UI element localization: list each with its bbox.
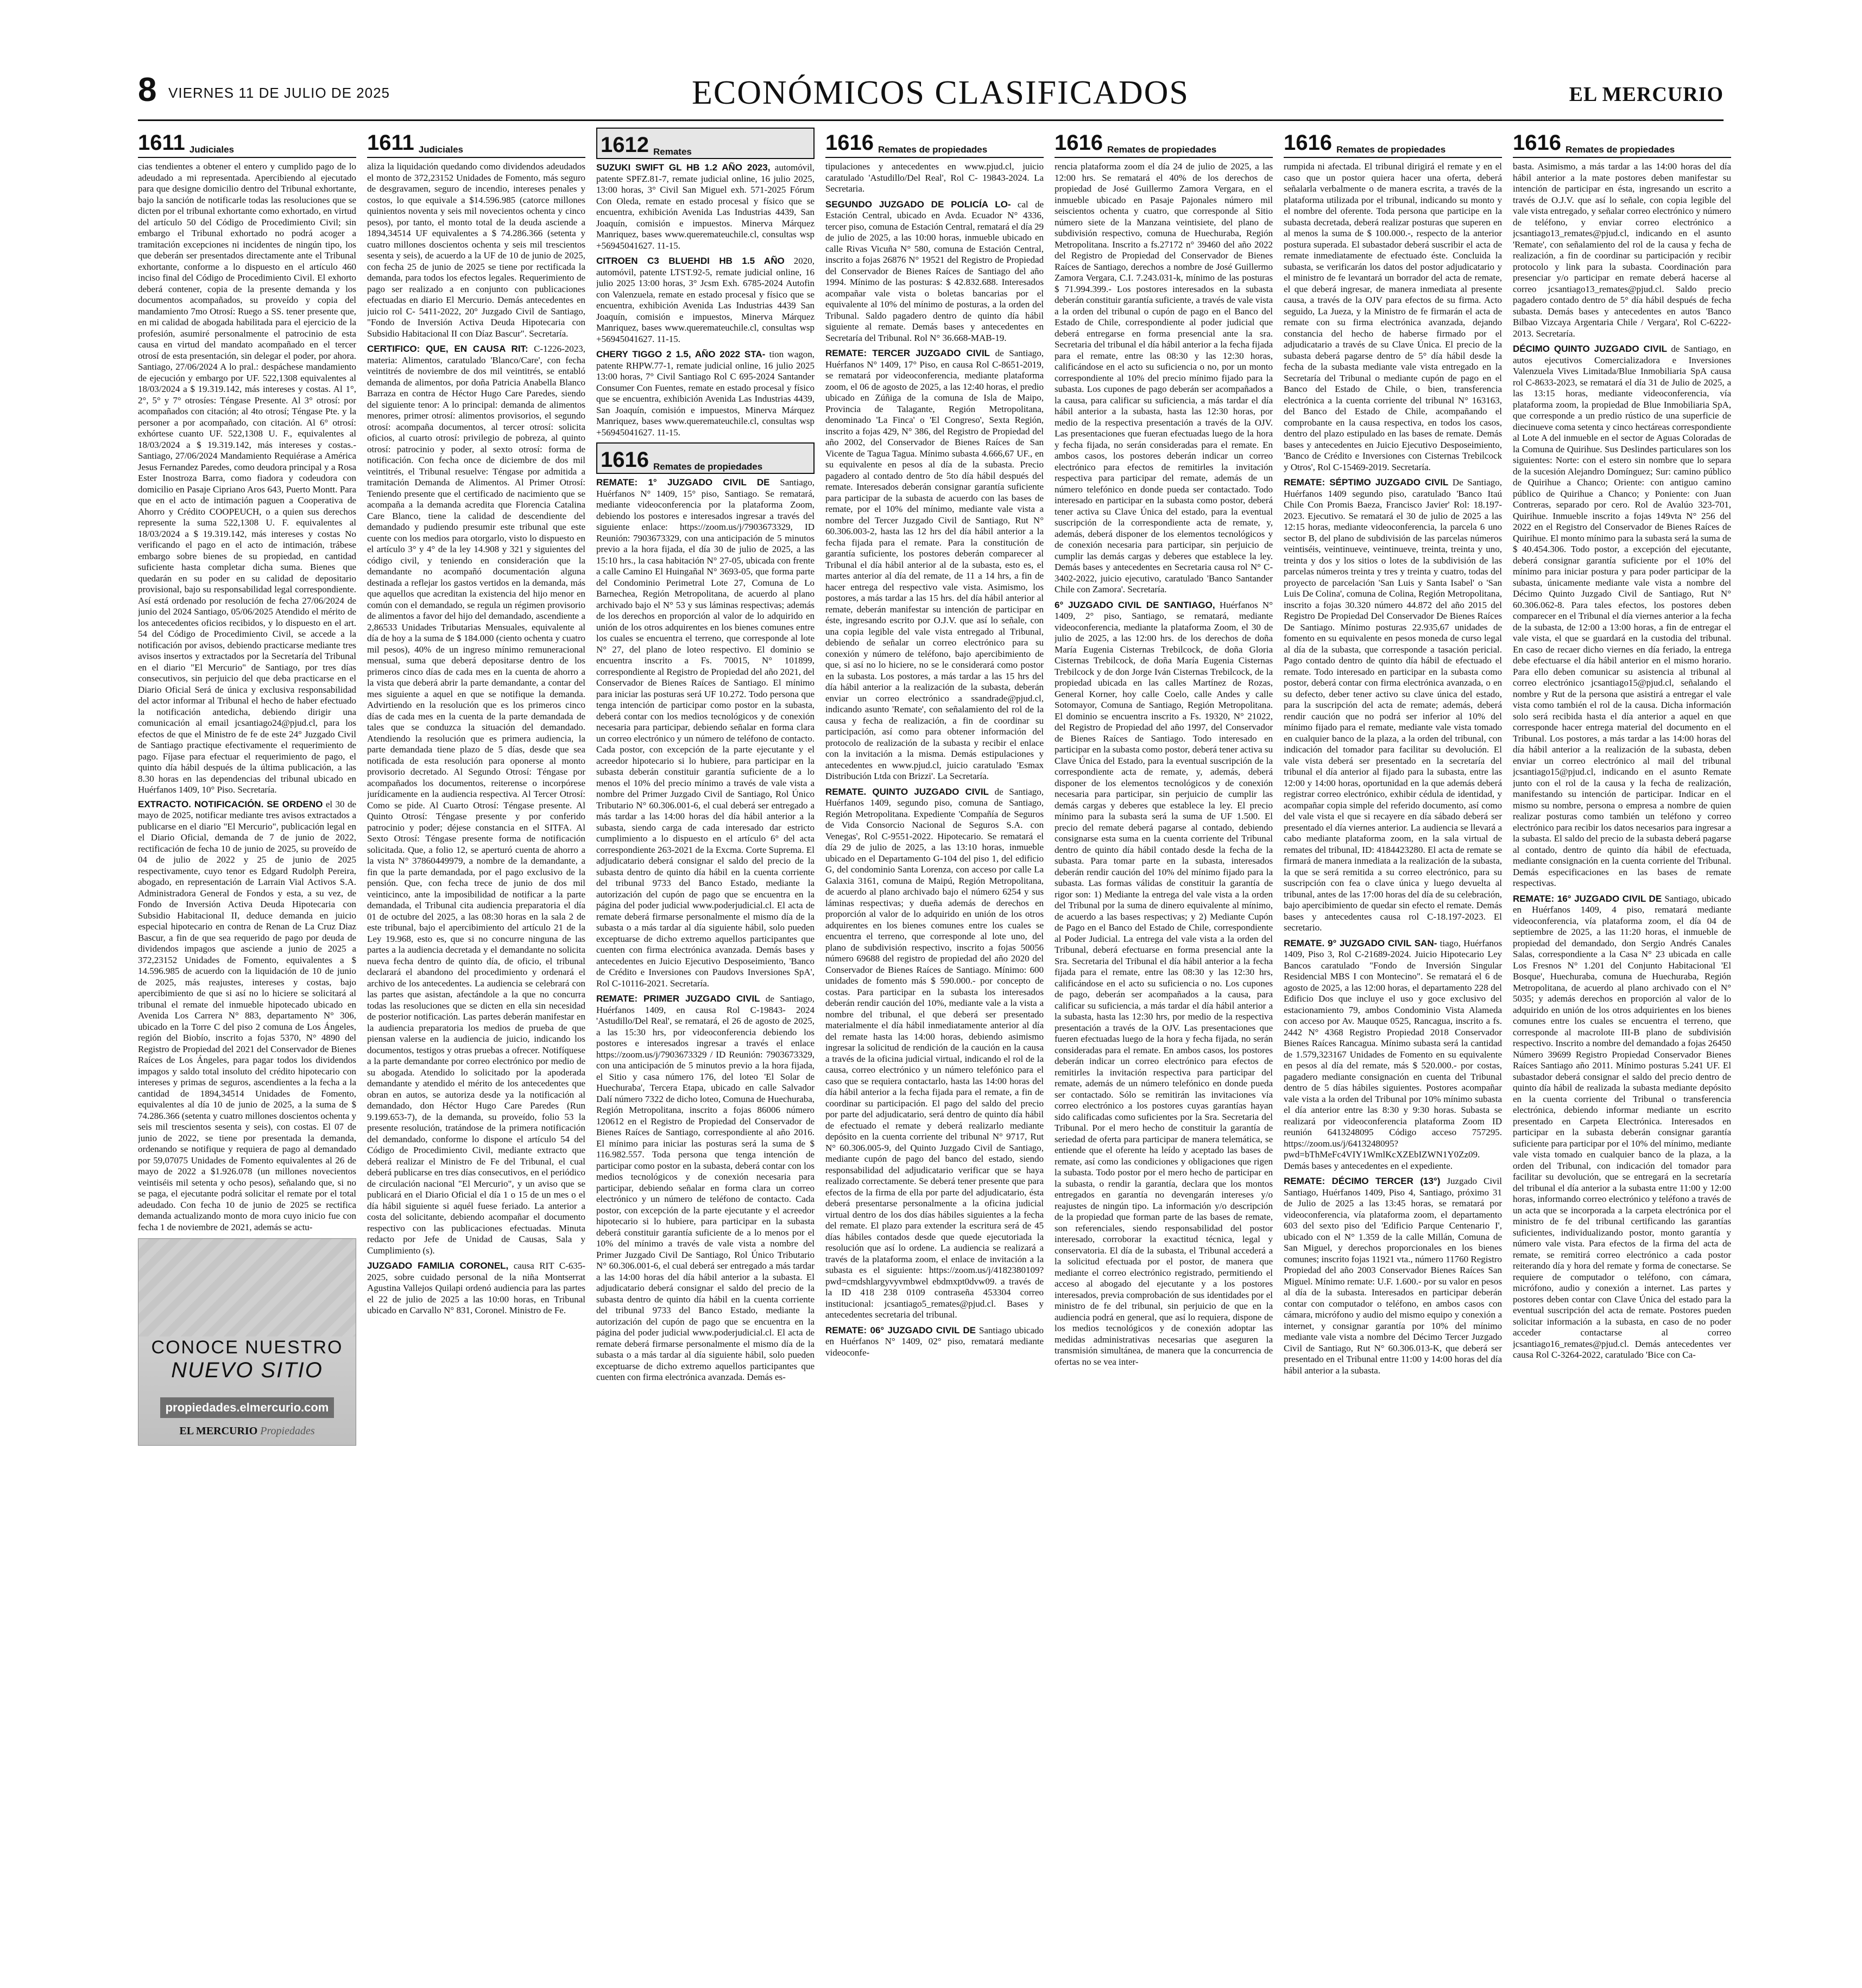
promo-url[interactable]: propiedades.elmercurio.com [160, 1397, 334, 1418]
notice-lead: DÉCIMO QUINTO JUZGADO CIVIL [1513, 344, 1667, 354]
notice-lead: REMATE. QUINTO JUZGADO CIVIL [825, 786, 989, 797]
notice-lead: REMATE: PRIMER JUZGADO CIVIL [596, 993, 760, 1004]
notice-text: rencia plataforma zoom el día 24 de julio de 2025, a las 12:00 hrs. Se rematará el 40% de los derechos de propiedad de José Guillermo Zamora Vergara, en el inmueble ubicado en Pasaje Pajonales número mil seiscientos ochenta y cuatro, que corresponde al Sitio número siete de la Manzana veintisiete, del plano de subdivisión respectivo, comuna de Huechuraba, Región Metropolitana. Inscrito a fs.27172 n° 39460 del año 2022 del Registro de Propiedad del Conservador de Bienes Raíces de Santiago, derechos a nombre de José Guillermo Zamora Vergara, C.I. 7.243.031-k, mínimo de las posturas $ 71.994.399.- Los postores interesados en la subasta deberán constituir garantía suficiente, a través de vale vista a la orden del tribunal o cupón de pago en el Banco del Estado de Chile, correspondiente al poder judicial que deberá entregarse en forma presencial ante la sra. Secretaria del tribunal el día hábil anterior a la fecha fijada para el remate, entre las 08:30 y las 12:30 horas, calificándose en el acto su suficiencia o no, por un monto correspondiente al 10% del precio mínimo fijado para la subasta. Los cupones de pago deberán ser acompañados a la causa, para calificar su suficiencia, a más tardar el día hábil anterior a la subasta, hasta las 12:30 horas, por medio de la respectiva presentación a través de la OJV. Las presentaciones que fueran efectuadas luego de la hora y fecha fijada, no serán consideradas para el remate. En ambos casos, los postores deberán indicar un correo electrónico para efectos de remitirles la invitación respectiva para participar del remate, además de un número telefónico en donde pueda ser contactado. Todo interesado en participar en la subasta como postor, deberá tener activa su Clave Única del estado, para la eventual suscripción de la correspondiente acta de remate, y, además, deberá disponer de los elementos tecnológicos y de conexión necesaria para participar, sin perjuicio de cumplir las demás cargas y deberes que establece la ley. Demás bases y antecedentes en Secretaria causa rol N° C-3402-2022, juicio ejecutivo, caratulado 'Banco Santander Chile con Zamora'. Secretaría. [1055, 161, 1273, 594]
column-1 [138, 128, 356, 1930]
column-7 [1513, 128, 1731, 1930]
column-3 [596, 128, 815, 1930]
ad-lead: SUZUKI SWIFT GL HB 1.2 AÑO 2023, [596, 162, 771, 173]
category-code: 1616 [1055, 131, 1103, 155]
category-label: Remates de propiedades [1107, 144, 1217, 155]
notice: SEGUNDO JUZGADO DE POLICÍA LO- cal de Estación Central, ubicado en Avda. Ecuador N° 4336, tercer piso, comuna de Estación Central, rematará el día 29 de julio de 2025, a las 10:00 horas, inmueble ubicado en calle Rivas Vicuña N° 580, comuna de Estación Central, inscrito a fojas 26876 N° 19521 del Registro de Propiedad del Conservador de Bienes Raíces de Santiago del año 1994. Mínimo de las posturas: $ 42.832.688. Interesados acompañar vale vista o boletas bancarias por el equivalente al 10% del mínimo de posturas, a la orden del Tribunal. Saldo pagadero dentro de quinto día hábil siguiente al remate. Demás bases y antecedentes en Secretaría del Tribunal. Rol N° 36.668-MAB-19. [825, 199, 1044, 343]
notice-lead: CERTIFICO: QUE, EN CAUSA RIT: [367, 344, 528, 354]
notice-lead: REMATE: 1° JUZGADO CIVIL DE [596, 477, 770, 487]
notice: REMATE: SÉPTIMO JUZGADO CIVIL De Santiago, Huérfanos 1409 segundo piso, caratulado 'Banco Itaú Chile Con Promis Baeza, Francisco Javier' Rol: 18.197-2023. Ejecutivo. Se rematará el 30 de julio de 2025 a las 12:15 horas, mediante videoconferencia, la parcela 6 uno sector B, del plano de subdivisión de las parcelas números veintiséis, veintinueve, veintinueve, treinta, treinta y uno, treinta y dos y los sitios o lotes de la subdivisión de las parcelas números treinta y tres y treinta y cuatro, todas del proyecto de parcelación 'San Luis y Santa Isabel' o 'San Luis De Colina', comuna de Colina, Región Metropolitana, inscrito a fojas 30.320 número 44.872 del año 2015 del Registro De Propiedad Del Conservador De Bienes Raíces De Santiago. Mínimo posturas 22.935,67 unidades de fomento en su equivalente en pesos moneda de curso legal al día de la subasta, que corresponde a tasación pericial. Pago contado dentro de quinto día hábil de efectuado el remate. Todo interesado en participar en la subasta como postor, deberá contar con firma electrónica avanzada, o en su defecto, deber tener activo su clave única del estado, para la suscripción del acta de remate; además, deberá rendir caución que no podrá ser inferior al 10% del mínimo fijado para el remate, mediante vale vista tomado en cualquier banco de la plaza, a la orden del tribunal, con indicación del tomador para facilitar su devolución. El vale vista deberá ser presentado en la secretaría del tribunal el día anterior al fijado para la subasta, entre las 12:00 y 14:00 horas, oportunidad en la que además deberá registrar correo electrónico, exhibir cédula de identidad, y acompañar copia simple del referido documento, así como del vale vista el que si recayere en día sábado deberá ser presentado el día viernes anterior. La audiencia se llevará a cabo mediante plataforma zoom, en la sala virtual de remates del tribunal, ID: 4184423280. El acta de remate se firmará de manera inmediata a la realización de la subasta, la que se será remitida a su correo electrónico, para su suscripción con fea o clave única y luego devuelta al tribunal, antes de las 17:00 horas del día de su celebración, bajo apercibimiento de quedar sin efecto el remate. Demás bases y antecedentes causa rol C-18.197-2023. El secretario. [1284, 477, 1502, 933]
category-label: Remates [653, 147, 692, 157]
classified-ad: SUZUKI SWIFT GL HB 1.2 AÑO 2023, automóvil, patente SPFZ.81-7, remate judicial online, 16 julio 2025, 13:00 horas, 3° Civil San Miguel exh. 571-2025 Fórum Con Oleda, remate en estado procesal y físico que se encuentra, exhibición Avenida Las Industrias 4439, San Joaquín, comisión e impuestos. Minerva Márquez Manriquez, bases www.queremateuchile.cl, consultas wsp +56945041627. 11-15. [596, 162, 815, 251]
promo-logo-sub: Propiedades [260, 1425, 315, 1437]
notice: REMATE: 16° JUZGADO CIVIL DE Santiago, ubicado en Huérfanos 1409, 4 piso, rematará mediante videoconferencia, vía plataforma zoom, el día 04 de septiembre de 2025, a las 11:20 horas, el inmueble de propiedad del demandado, don Sergio Andrés Canales Salas, correspondiente a la Casa N° 23 ubicada en calle Los Fresnos N° 1.201 del Conjunto Habitacional 'El Bosque', Huechuraba, comuna de Huechuraba, Región Metropolitana, de acuerdo al plano archivado con el N° 5035; y además derechos en proporción al valor de lo adquirido en unión de los otros adquirientes en los bienes comunes entre los cuales se encuentra el terreno, que corresponde al macrolote III-B plano de subdivisión respectivo. Inscrito a nombre del demandado a fojas 26450 Número 39699 Registro Propiedad Conservador Bienes Raíces Santiago año 2011. Mínimo posturas 5.241 UF. El subastador deberá consignar el saldo del precio dentro de quinto día hábil de realizada la subasta mediante depósito en la cuenta corriente del Tribunal o transferencia electrónica, debiendo informar mediante un escrito presentado en Carpeta Electrónica. Interesados en participar en la subasta deberán consignar garantía suficiente para participar por el 10% del mínimo, mediante vale vista tomado en cualquier banco de la plaza, a la orden del Tribunal, con indicación del tomador para facilitar su devolución, que se entregará en la secretaría del tribunal el día anterior a la subasta entre 11:00 y 12:00 horas, informando correo electrónico y teléfono a través de un acta que se incorporada a la carpeta electrónica por el ministro de fe del tribunal certificando las garantías suficientes, individualizando postor, monto garantía y número vale vista. Para efectos de la firma del acta de remate, se remitirá correo electrónico a cada postor reiterando día y hora del remate y forma de conectarse. Se requiere de computador o teléfono, con cámara, micrófono, audio y conexión a internet. Las partes y postores deben contar con Clave Única del estado para la eventual suscripción del acta de remate. Postores pueden solicitar información a la subasta, en caso de no poder acceder contactarse al correo jcsantiago16_remates@pjud.cl. Demás antecedentes ver causa Rol C-3264-2022, caratulado 'Bice con Ca- [1513, 893, 1731, 1360]
category-code: 1612 [601, 133, 649, 157]
category-header-1611 [367, 128, 585, 158]
notice-lead: REMATE: 06° JUZGADO CIVIL DE [825, 1325, 976, 1335]
notice-text: rumpida ni afectada. El tribunal dirigirá el remate y en el caso que un postor quiera hacer una oferta, deberá señalarla verbalmente o de manera escrita, a través de la plataforma utilizada por el tribunal, indicando su monto y el nombre del oferente. Toda persona que participe en la subasta decretada, deberá realizar posturas que superen en al menos la suma de $ 100.000.-, respecto de la anterior postura superada. El subastador deberá suscribir el acta de remate inmediatamente de efectuado éste. Concluida la subasta, se verificarán los datos del postor adjudicatario y el ministro de fe levantará un borrador del acta de remate, el que deberá ingresar, de manera inmediata al presente causa, a través de la OJV para efectos de su firma. Acto seguido, La Jueza, y la Ministro de fe firmarán el acta de remate con su firma electrónica avanzada, dejando constancia del hecho de haberse firmado por el adjudicatario a través de su Clave Única. El precio de la subasta deberá pagarse dentro de 5° día hábil desde la fecha de la subasta mediante vale vista entregado en la Secretaría del Tribunal o mediante cupón de pago en el Banco del Estado de Chile, o bien, transferencia electrónica a la cuenta corriente del tribunal N° 163163, del Banco del Estado de Chile, acompañando el comprobante en la causa respectiva, en todos los casos, dentro del plazo estipulado en las bases de remate. Demás bases y antecedentes en Juicio Ejecutivo Desposeimiento, 'Banco de Crédito e Inversiones con Cisternas Trebilcock y Otros', Rol C-15469-2019. Secretaría. [1284, 161, 1502, 472]
category-code: 1616 [825, 131, 874, 155]
notice-text: tipulaciones y antecedentes en www.pjud.cl, juicio caratulado 'Astudillo/Del Real', Rol C- 19843-2024. La Secretaria. [825, 161, 1044, 194]
category-code: 1616 [1513, 131, 1561, 155]
issue-date: VIERNES 11 DE JULIO DE 2025 [168, 85, 390, 101]
column-5 [1055, 128, 1273, 1930]
notice: EXTRACTO. NOTIFICACIÓN. SE ORDENO el 30 de mayo de 2025, notificar mediante tres avisos extractados a publicarse en el diario "El Mercurio", publicación legal en el Diario Oficial, demanda de 7 de junio de 2022, rectificación de fecha 10 de junio de 2025, su proveído de 04 de julio de 2022 y 25 de junio de 2025 respectivamente, cuyo tenor es Edgard Rudolph Pereira, abogado, en representación de Larrain Vial Activos S.A. Administradora General de Fondos y esta, a su vez, de Fondo de Inversión Activa Deuda Hipotecaria con Subsidio Habitacional II, deduce demanda en juicio especial hipotecario en contra de Renan de La Cruz Diaz Bascur, a fin de que sea requerido de pago por deuda de dividendos impagos que asciende a junio de 2025 a 372,23152 Unidades de Fomento, equivalentes a $ 14.596.985 de acuerdo con la liquidación de 10 de junio de 2025, más reajustes, intereses y costas, bajo apercibimiento de que si así no lo hiciere se solicitará al tribunal el remate del inmueble hipotecado ubicado en Avenida Los Carrera N° 883, departamento N° 306, ubicado en la Torre C del piso 2 comuna de Los Ángeles, región del Biobío, inscrito a fojas 5370, N° 4890 del Registro de Propiedad del 2021 del Conservador de Bienes Raíces de Los Ángeles, para pagar todos los dividendos impagos y saldo total insoluto del crédito hipotecario con intereses y primas de seguros, ascendientes a la fecha a la cantidad de 1894,34514 Unidades de Fomento, equivalentes al día 10 de junio de 2025, a la suma de $ 74.286.366 (setenta y cuatro millones doscientos ochenta y seis mil trescientos sesenta y seis), con costas. El 07 de junio de 2022, se tiene por presentada la demanda, ordenando se notifique y requiera de pago al demandado por 59,07075 Unidades de Fomento equivalentes al 26 de mayo de 2022 a $1.926.078 (un millones novecientos veintiséis mil setenta y ocho pesos), señalando que, si no se paga, el ejecutante podrá solicitar el remate por el total adeudado. Con fecha 10 de junio de 2025 se rectifica demanda actualizando monto de mora cuyo inicio fue con fecha 1 de noviembre de 2021, además se actu- [138, 799, 356, 1232]
notice: CERTIFICO: QUE, EN CAUSA RIT: C-1226-2023, materia: Alimentos, caratulado 'Blanco/Care', con fecha veintitrés de noviembre de dos mil veintitrés, se entabló demanda de alimentos, por doña Patricia Anabella Blanco Barraza en contra de Héctor Hugo Care Paredes, siendo del siguiente tenor: A lo principal: demanda de alimentos menores, primer otrosí: alimentos provisorios, el segundo otrosí: acompaña documentos, al tercer otrosí: solicita oficios, al cuarto otrosí: privilegio de pobreza, al quinto otrosí: patrocinio y poder, al sexto otrosí: forma de notificación. Con fecha once de diciembre de dos mil veintitrés, el Tribunal resuelve: Téngase por admitida a tramitación Demanda de Alimentos. Al Primer Otrosí: Teniendo presente que el certificado de nacimiento que se acompaña a la demanda acredita que Florencia Catalina Care Blanco, tiene la calidad de descendiente del demandado y pudiendo presumir este tribunal que este cuente con los medios para otorgarlo, visto lo dispuesto en el artículo 3° y 4° de la ley 14.908 y 321 y siguientes del código civil, y teniendo en consideración que la demandante no acompañó documentación alguna destinada a reflejar los gastos vertidos en la demanda, más que aquellos que acreditan la existencia del hijo menor en común con el demandado, se regula un régimen provisorio de alimentos a favor del hijo del demandado, ascendiente a 2,86533 Unidades Tributarias Mensuales, equivalente al día de hoy a la suma de $ 184.000 (ciento ochenta y cuatro mil pesos), 40% de un ingreso mínimo remuneracional mensual, suma que deberá depositarse dentro de los primeros cinco días de cada mes en la cuenta de ahorro a la vista que deberá abrir la parte demandante, a contar del mes siguiente a aquel en que se notifique la demanda. Advirtiendo en la resolución que es los primeros cinco días de cada mes en la cuenta de la parte demandada de tales que se conduzca la situación del demandado. Atendiendo la resolución que es primera audiencia, la parte demandada tiene plazo de 5 días, desde que sea notificada de esta resolución para oponerse al monto provisorio decretado. Al Segundo Otrosí: Téngase por acompañados los documentos, reiterense o incorpórese jurídicamente en la audiencia respectiva. Al Tercer Otrosí: Como se pide. Al Cuarto Otrosí: Téngase presente. Al Quinto Otrosí: Téngase presente y por conferido patrocinio y poder; déjese constancia en el SITFA. Al Sexto Otrosí: Téngase presente forma de notificación solicitada. Que, a folio 12, se aperturó cuenta de ahorro a la vista N° 37860449979, a nombre de la demandante, a fin que la parte demandada, por el pago exclusivo de la pensión. Que, con fecha trece de junio de dos mil veinticinco, ante la imposibilidad de notificar a la parte demandada, el Tribunal cita audiencia preparatoria el día 01 de octubre del 2025, a las 08:30 horas en la sala 2 de este tribunal, bajo el apercibimiento del artículo 21 de la Ley 19.968, esto es, que si no concurre ninguna de las partes a la audiencia decretada y el demandante no solicita nueva fecha dentro de quinto día, de oficio, el tribunal declarará el abandono del procedimiento y ordenará el archivo de los antecedentes. La audiencia se celebrará con las partes que asistan, afectándole a la que no concurra todas las resoluciones que se dicten en ella sin necesidad de posterior notificación. Las partes deberán manifestar en la audiencia preparatoria los medios de prueba de que piensan valerse en la audiencia de juicio, indicando los documentos, testigos y otras pruebas a ofrecer. Notifíquese a la parte demandante por correo electrónico por medio de su abogada. Atendido lo solicitado por la apoderada demandante y atendido el mérito de los antecedentes que obran en autos, se autoriza desde ya la notificación al demandado, don Héctor Hugo Care Paredes (Run 9.199.653-7), de la demanda, su proveído, folio 53 la presente resolución, tratándose de la primera notificación del demandado, conforme lo dispone el artículo 54 del Código de Procedimiento Civil, mediante extracto que deberá realizar el Ministro de Fe del Tribunal, el cual deberá publicarse en tres días consecutivos, en el periódico de circulación nacional "El Mercurio", y un aviso que se publicará en el Diario Oficial el día 1 o 15 de un mes o el día hábil siguiente si aquél fuese feriado. La anterior a costa del solicitante, debiendo acompañar el documento respectivo con las publicaciones efectuadas. Minuta redacto por Jefe de Unidad de Causas, Sala y Cumplimiento (s). [367, 344, 585, 1256]
notice: REMATE: TERCER JUZGADO CIVIL de Santiago, Huérfanos N° 1409, 17° Piso, en causa Rol C-8651-2019, se rematará por videoconferencia, mediante plataforma zoom, el 06 de agosto de 2025, a las 12:40 horas, el predio ubicado en Zúñiga de la comuna de Isla de Maipo, Provincia de Talagante, Región Metropolitana, denominado 'La Finca' o 'El Congreso', Sexta Región, inscrito a fojas 429, N° 386, del Registro de Propiedad del año 2002, del Conservador de Bienes Raíces de San Vicente de Tagua Tagua. Mínimo subasta 4.666,67 UF., en su equivalente en pesos al día de la subasta. Precio pagadero al contado dentro de 5to día hábil después del remate. Interesados deberán consignar garantía suficiente para participar de la subasta de acuerdo con las bases de remate, por el 10% del mínimo, mediante vale vista a nombre del Tercer Juzgado Civil de Santiago, Rut N° 60.306.003-2, hasta las 12 hrs del día hábil anterior a la fecha fijada para el remate. Para la constitución de garantía suficiente, los postores deberán comparecer al Tribunal el día hábil anterior al de la subasta, esto es, el martes anterior al día del remate, de 11 a 14 hrs, a fin de hacer entrega del respectivo vale vista. Asimismo, los postores, a más tardar a las 15 hrs. del día hábil anterior al remate, deberán manifestar su intención de participar en éste, ingresando escrito por O.J.V. que así lo señale, con una copia legible del vale vista entregado al Tribunal, debiendo de señalar un correo electrónico para su conexión y número de teléfono, bajo apercibimiento de que, si así no lo hiciere, no se le considerará como postor en la subasta. Los postores, a más tardar a las 15 hrs del día hábil anterior a la realización de la subasta, deberán enviar un correo electrónico a ssandrade@pjud.cl, indicando asunto 'Remate', con señalamiento del rol de la causa y fecha de realización, a fin de coordinar su participación, así como para obtener información del protocolo de realización de la subasta y recibir el enlace con la invitación a la misma. Demás estipulaciones y antecedentes en www.pjud.cl, juicio caratulado 'Esmax Distribución Ltda con Brizzi'. La Secretaría. [825, 348, 1044, 781]
category-header-1616 [1055, 128, 1273, 158]
category-label: Remates de propiedades [653, 461, 763, 472]
ad-lead: CITROEN C3 BLUEHDI HB 1.5 AÑO [596, 256, 785, 266]
classified-ad: CITROEN C3 BLUEHDI HB 1.5 AÑO 2020, automóvil, patente LTST.92-5, remate judicial online, 16 julio 2025 13:00 horas, 3° Jcsm Exh. 6785-2024 Autofin con Valenzuela, remate en estado procesal y físico que se encuentra, exhibición Avenida Las Industrias 4439 San Joaquín, comisión e impuestos, Minerva Márquez Manriquez, bases www.queremateuchile.cl, consultas wsp +56945041627. 11-15. [596, 256, 815, 344]
notice: REMATE. 9° JUZGADO CIVIL SAN- tiago, Huérfanos 1409, Piso 3, Rol C-21689-2024. Juicio Hipotecario Ley Bancos caratulado "Fondo de Inversión Singular Residencial MBS I con Montecino". Se rematará el 6 de agosto de 2025, a las 12:00 horas, el departamento 228 del Edificio Dos que incluye el uso y goce exclusivo del estacionamiento 79, ambos Condominio Vista Alameda con acceso por Av. Mauque 0525, Rancagua, inscrito a fs. 2442 N° 4368 Registro Propiedad 2018 Conservador Bienes Raíces Rancagua. Mínimo subasta será la cantidad de 1.579,323167 Unidades de Fomento en su equivalente en pesos al día del remate, más $ 520.000.- por costas, pagadero mediante consignación en cuenta del Tribunal dentro de 5 días hábiles siguientes. Postores acompañar vale vista a la orden del Tribunal por 10% mínimo subasta el día anterior entre las 8:30 y 9:30 horas. Subasta se realizará por videoconferencia plataforma Zoom ID reunión 6413248095 Código acceso 757295. https://zoom.us/j/6413248095?pwd=bThMeFc4VIY1WmlKcXZEbIZWN1Y0Zz09. Demás bases y antecedentes en el expediente. [1284, 938, 1502, 1171]
category-label: Remates de propiedades [878, 144, 988, 155]
category-label: Remates de propiedades [1565, 144, 1675, 155]
ad-lead: CHERY TIGGO 2 1.5, AÑO 2022 STA- [596, 349, 766, 359]
category-header-1611 [138, 128, 356, 158]
category-code: 1611 [138, 131, 185, 155]
notice-lead: REMATE: TERCER JUZGADO CIVIL [825, 348, 990, 358]
notice-lead: REMATE: DÉCIMO TERCER (13°) [1284, 1176, 1441, 1186]
notice-text: aliza la liquidación quedando como dividendos adeudados el monto de 372,23152 Unidades de Fomento, más seguro de desgravamen, seguro de incendio, intereses penales y costos, lo que equivale a $14.596.985 (catorce millones quinientos noventa y seis mil novecientos ochenta y cinco pesos), por tanto, el monto total de la deuda asciende a 1894,34514 UF equivalentes a $ 74.286.366 (setenta y cuatro millones doscientos ochenta y seis mil trescientos sesenta y seis), de acuerdo a la UF de 10 de junio de 2025, con fecha 25 de junio de 2025 se tiene por rectificada la demanda, para todos los efectos legales. Requerimiento de pago ser realizado a en conjunto con publicaciones efectuadas en diario El Mercurio. Demás antecedentes en juicio rol C- 5411-2022, 20° Juzgado Civil de Santiago, "Fondo de Inversión Activa Deuda Hipotecaria con Subsidio Habitacional II con Díaz Bascur". Secretaría. [367, 161, 585, 339]
notice: REMATE. QUINTO JUZGADO CIVIL de Santiago, Huérfanos 1409, segundo piso, comuna de Santiago, Región Metropolitana. Expediente 'Compañía de Seguros de Vida Consorcio Nacional de Seguros S.A. con Venegas', Rol C-9551-2022. Hipotecario. Se rematará el día 29 de julio de 2025, a las 13:10 horas, inmueble ubicado en el Departamento G-104 del piso 1, del edificio G, del condominio Santa Lorenza, con acceso por calle La Galaxia 3161, comuna de Maipú, Región Metropolitana, de acuerdo al plano archivado bajo el número 6254 y sus láminas respectivas; y dueña además de derechos en proporción al valor de lo adquirido en unión de los otros adquirentes en los bienes comunes entre los cuales se encuentra el terreno, que corresponde al lote uno, del plano de subdivisión respectivo, inscrito a fojas 50056 número 69688 del registro de propiedad del año 2020 del Conservador de Bienes Raíces de Santiago. Mínimo: 600 unidades de fomento más $ 590.000.- por concepto de costas. Para participar en la subasta los interesados deberán rendir caución del 10%, mediante vale a la vista a nombre del tribunal, el que deberá ser presentado materialmente el día hábil inmediatamente anterior al día del remate hasta las 14:00 horas, debiendo asimismo ingresar la solicitud de rendición de la caución en la causa a través de la oficina judicial virtual, indicando el rol de la causa, correo electrónico y un número telefónico para el caso que se requiera contactarlo, hasta las 14:00 horas del día hábil anterior a la fecha fijada para el remate, a fin de coordinar su participación. El pago del saldo del precio por parte del adjudicatario, será dentro de quinto día hábil de efectuado el remate y deberá realizarlo mediante depósito en la cuenta corriente del tribunal N° 9717, Rut N° 60.306.005-9, del Quinto Juzgado Civil de Santiago, mediante cupón de pago del banco del estado, siendo responsabilidad del adjudicatario verificar que se haya realizado correctamente. Se deberá tener presente que para efectos de la firma de ella por parte del adjudicatario, ésta deberá presentarse personalmente a la oficina judicial virtual dentro de los dos días hábiles siguientes a la fecha del remate. El plazo para extender la escritura será de 45 días hábiles contados desde que quede ejecutoriada la resolución que así lo ordene. La audiencia se realizará a través de la plataforma zoom, el enlace de invitación a la subasta es el siguiente: https://zoom.us/j/4182380109?pwd=cmdshlargyvyvmbwel ebdmxpt0dvw09. a través de la ID 418 238 0109 contraseña 453304 correo institucional: jcsantiago5_remates@pjud.cl. Bases y antecedentes secretaria del tribunal. [825, 786, 1044, 1320]
notice-lead: REMATE: 16° JUZGADO CIVIL DE [1513, 893, 1662, 904]
notice: REMATE: PRIMER JUZGADO CIVIL de Santiago, Huérfanos 1409, en causa Rol C-19843- 2024 'Astudillo/Del Real', se rematará, el 26 de agosto de 2025, a las 15:30 hrs, por videoconferencia debiendo los postores e interesados ingresar a través el enlace https://zoom.us/j/7903673329 / ID Reunión: 7903673329, con una anticipación de 5 minutos previo a la hora fijada, el Sitio y casa número 176, del loteo 'El Solar de Huechuraba', Tercera Etapa, ubicado en calle Salvador Dalí número 7322 de dicho loteo, Comuna de Huechuraba, Región Metropolitana, inscrito a fojas 86006 número 120612 en el Registro de Propiedad del Conservador de Bienes Raíces de Santiago, correspondiente al año 2016. El mínimo para iniciar las posturas será la suma de $ 116.982.557. Toda persona que tenga intención de participar como postor en la subasta, deberá contar con los medios tecnológicos y de conexión necesaria para participar, debiendo señalar en forma clara un correo electrónico y un número de teléfono de contacto. Cada postor, con excepción de la parte ejecutante y el acreedor hipotecario si lo hubiere, para participar en la subasta deberá constituir garantía suficiente de a lo menos por el 10% del mínimo a través de vale vista a nombre del Primer Juzgado Civil De Santiago, Rol Único Tributario N° 60.306.001-6, el cual deberá ser entregado a más tardar a las 14:00 horas del día hábil anterior a la subasta. El adjudicatario deberá consignar el saldo del precio de la subasta dentro de quinto día hábil en la cuenta corriente del tribunal 9733 del Banco Estado, mediante la autorización del cupón de pago que se encuentra en la página del poder judicial www.poderjudicial.cl. El acta de remate deberá firmarse personalmente el mismo día de la subasta o a más tardar al día siguiente hábil, solo pueden exceptuarse de dicho extremo aquellos participantes que cuenten con firma electrónica avanzada. Demás es- [596, 993, 815, 1382]
category-header-1616 [596, 442, 815, 474]
page-header [138, 71, 1724, 119]
promo-line2: NUEVO SITIO [171, 1358, 323, 1382]
promo-logo [138, 1426, 356, 1437]
newspaper-logo: EL MERCURIO [1569, 83, 1724, 106]
category-label: Remates de propiedades [1336, 144, 1446, 155]
notice-lead: 6° JUZGADO CIVIL DE SANTIAGO, [1055, 599, 1215, 610]
category-header-1612 [596, 128, 815, 159]
notice-text: basta. Asimismo, a más tardar a las 14:00 horas del día hábil anterior a la mate postores deben manifestar su intención de participar en ésta, ingresando un escrito a través de O.J.V. que así lo señale, con copia legible del vale vista entregado, y señalar correo electrónico y número de teléfono, y enviar correo electrónico a jcsantiago13_remates@pjud.cl, indicando en el asunto 'Remate', con señalamiento del rol de la causa y fecha de realización, a fin de coordinar su participación y recibir protocolo y link para la subasta. Coordinación para presenciar y/o participar en remate deberá hacerse al correo jcsantiago13_remates@pjud.cl. Saldo precio pagadero contado dentro de 5° día hábil después de fecha subasta. Demás bases y antecedentes en autos 'Banco Bilbao Vizcaya Argentaria Chile / Vergara', Rol C-6222-2013. Secretaría. [1513, 161, 1731, 339]
category-code: 1616 [1284, 131, 1332, 155]
notice-lead: REMATE. 9° JUZGADO CIVIL SAN- [1284, 938, 1437, 948]
notice: JUZGADO FAMILIA CORONEL, causa RIT C-635-2025, sobre cuidado personal de la niña Montserrat Agustina Vallejos Quilapi ordenó audiencia para las partes el 22 de julio de 2025 a las 10:00 horas, en Tribunal ubicado en Carvallo N° 831, Coronel. Ministro de Fe. [367, 1261, 585, 1315]
classified-ad: CHERY TIGGO 2 1.5, AÑO 2022 STA- tion wagon, patente RHPW.77-1, remate judicial online, 16 julio 2025 13:00 horas, 7° Civil Santiago Rol C 695-2024 Santander Consumer Con Fuentes, remate en estado procesal y físico que se encuentra, exhibición Avenida Las Industrias 4439, San Joaquín, comisión e impuestos, Minerva Márquez Manriquez, bases www.queremateuchile.cl, consultas wsp +56945041627. 11-15. [596, 349, 815, 438]
notice-lead: SEGUNDO JUZGADO DE POLICÍA LO- [825, 199, 1011, 210]
notice: REMATE: DÉCIMO TERCER (13°) Juzgado Civil Santiago, Huérfanos 1409, Piso 4, Santiago, próximo 31 de Julio de 2025 a las 13:45 horas, se rematará por videoconferencia, vía plataforma zoom, el departamento 603 del sexto piso del 'Edificio Parque Centenario I', ubicado con el N° 1.359 de la calle Millán, Comuna de San Miguel, y derechos proporcionales en los bienes comunes; inscrito fojas 11921 vta., número 11760 Registro Propiedad del año 2003 Conservador Bienes Raíces San Miguel. Mínimo remate: U.F. 1.600.- por su valor en pesos al día de la subasta. Interesados en participar deberán contar con computador o teléfono, en ambos casos con cámara, micrófono y audio del mismo equipo y conexión a internet, y consignar garantía por 10% del mínimo mediante vale vista a nombre del Décimo Tercer Juzgado Civil de Santiago, Rut N° 60.306.013-K, que deberá ser presentado en el Tribunal entre 11:00 y 14:00 horas del día hábil anterior a la subasta. [1284, 1176, 1502, 1376]
promo-line1: CONOCE NUESTRO [151, 1337, 343, 1358]
category-code: 1611 [367, 131, 414, 155]
notice-lead: JUZGADO FAMILIA CORONEL, [367, 1261, 509, 1271]
category-header-1616 [1513, 128, 1731, 158]
notice-lead: REMATE: SÉPTIMO JUZGADO CIVIL [1284, 477, 1449, 487]
header-rule [138, 119, 1724, 121]
category-label: Judiciales [189, 144, 234, 155]
notice: DÉCIMO QUINTO JUZGADO CIVIL de Santiago, en autos ejecutivos Comercializadora e Inversiones Valenzuela Vives Limitada/Blue Inmobiliaria SpA causa rol C-8633-2023, se rematará el día 31 de Julio de 2025, a las 13:15 horas, mediante videoconferencia, vía plataforma zoom, la propiedad de Blue Inmobiliaria SpA, que corresponde a un predio rústico de una superficie de diecinueve coma setenta y cinco hectáreas correspondiente al Lote A del inmueble en el sector de Aguas Coloradas de la Comuna de Quirihue. Sus Deslindes particulares son los siguientes: Norte: con el estero sin nombre que lo separa de la sucesión Alejandro Domínguez; Sur: camino público de Quirihue a Chanco; Oriente: con antiguo camino público de Quirihue a Chanco; y Poniente: con Juan Contreras, separado por cero. Rol de Avalúo 323-701, Quirihue. Inmueble inscrito a fojas 149vta N° 256 del 2022 en el Registro del Conservador de Bienes Raíces de Quirihue. El monto mínimo para la subasta será la suma de $ 40.454.306. Todo postor, a excepción del ejecutante, deberá consignar garantía suficiente por el 10% del mínimo para iniciar postura y para poder participar de la subasta, únicamente mediante vale vista a nombre del Décimo Quinto Juzgado Civil de Santiago, Rut N° 60.306.062-8. Para tales efectos, los postores deben comparecer en el Tribunal el día viernes anterior a la fecha de la subasta, de 12:00 a 13:00 horas, a fin de entregar el vale vista, el que se guardará en la custodia del tribunal. En caso de recaer dicho viernes en día feriado, la entrega debe efectuarse el día hábil anterior en el mismo horario. Para ello deben comunicar su asistencia al tribunal al correo electrónico jcsantiago15@pjud.cl, señalando el nombre y Rut de la persona que asistirá a entregar el vale vista como también el rol de la causa. Dicha información solo será recibida hasta el día anterior a aquel en que corresponde hacer entrega material del documento en el Tribunal. Los postores, a más tardar a las 14:00 horas del día hábil anterior a la realización de la subasta, deben enviar un correo electrónico al mail del tribunal jcsantiago15@pjud.cl, indicando en el asunto Remate junto con el rol de la causa y la fecha de realización, manifestando su intención de participar. Indicar en el mismo su nombre, persona o empresa a nombre de quien realizar posturas como también un teléfono y correo electrónico para recibir los datos necesarios para ingresar a la subasta. El saldo del precio de la subasta deberá pagarse al contado, dentro de quinto día hábil de efectuada, mediante consignación en la cuenta corriente del Tribunal. Demás especificaciones en las bases de remate respectivas. [1513, 344, 1731, 888]
column-6 [1284, 128, 1502, 1930]
notice: REMATE: 06° JUZGADO CIVIL DE Santiago ubicado en Huérfanos N° 1409, 02° piso, rematará mediante videoconfe- [825, 1325, 1044, 1358]
category-code: 1616 [601, 448, 649, 472]
notice-lead: EXTRACTO. NOTIFICACIÓN. SE ORDENO [138, 799, 323, 809]
promo-image [138, 1239, 356, 1337]
section-title: ECONÓMICOS CLASIFICADOS [692, 74, 1189, 111]
promo-logo-name: EL MERCURIO [179, 1425, 258, 1437]
category-header-1616 [1284, 128, 1502, 158]
column-2 [367, 128, 585, 1930]
promo-banner[interactable] [138, 1238, 356, 1446]
page-number: 8 [138, 71, 157, 109]
notice: REMATE: 1° JUZGADO CIVIL DE Santiago, Huérfanos N° 1409, 15° piso, Santiago. Se rematará, mediante videoconferencia por la plataforma Zoom, debiendo los postores e interesados ingresar a través del siguiente enlace: https://zoom.us/j/7903673329, ID Reunión: 7903673329, con una anticipación de 5 minutos previo a la hora fijada, el día 30 de julio de 2025, a las 15:10 hrs., la casa habitación N° 27-05, ubicada con frente a calle Camino El Huingañal N° 3693-05, que forma parte del Condominio Perimetral Lote 27, Comuna de Lo Barnechea, Región Metropolitana, de acuerdo al plano archivado bajo el N° 53 y sus láminas respectivas; además de los derechos en proporción al valor de lo adquirido en unión de los otros adquirentes en los bienes comunes entre los cuales se encuentra el terreno, que corresponde al lote N° 27, del plano de loteo respectivo. El dominio se encuentra inscrito a Fs. 70015, N° 101899, correspondiente al Registro de Propiedad del año 2021, del Conservador de Bienes Raíces de Santiago. El mínimo para iniciar las posturas será UF 10.272. Todo persona que tenga intención de participar como postor en la subasta, deberá contar con los medios tecnológicos y de conexión necesaria para participar, debiendo señalar en forma clara un correo electrónico y un número de teléfono de contacto. Cada postor, con excepción de la parte ejecutante y el acreedor hipotecario si lo hubiere, para participar en la subasta deberán constituir garantía suficiente de a lo menos el 10% del precio mínimo a través de vale vista a nombre del Primer Juzgado Civil de Santiago, Rol Único Tributario N° 60.306.001-6, el cual deberá ser entregado a más tardar a las 14:00 horas del día hábil anterior a la subasta, siendo carga de cada interesado dar estricto cumplimiento a lo dispuesto en el artículo 6° del acta correspondiente 263-2021 de la Excma. Corte Suprema. El adjudicatario deberá consignar el saldo del precio de la subasta dentro de quinto día hábil en la cuenta corriente del tribunal 9733 del Banco Estado, mediante la autorización del cupón de pago que se encuentra en la página del poder judicial www.poderjudicial.cl. El acta de remate deberá firmarse personalmente el mismo día de la subasta o a más tardar al día siguiente hábil, solo pueden exceptuarse de dicho extremo aquellos participantes que cuenten con firma electrónica avanzada. Demás bases y antecedentes en Juicio Ejecutivo Desposeimiento, 'Banco de Crédito e Inversiones con Paudovs Inversiones SpA', Rol C-10116-2021. Secretaría. [596, 477, 815, 989]
notice: 6° JUZGADO CIVIL DE SANTIAGO, Huérfanos N° 1409, 2° piso, Santiago, se rematará, mediante videoconferencia, mediante la plataforma Zoom, el 30 de julio de 2025, a las 12:00 hrs. de los derechos de doña María Eugenia Cisternas Trebilcock, de doña Gloria Cisternas Trebilcock, de doña María Eugenia Cisternas Trebilcock y de don Jorge Iván Cisternas Trebilcock, de la propiedad ubicada en las calles Martínez de Rozas, General Korner, hoy calle Coelo, calle Andes y calle Sotomayor, Comuna de Santiago, Región Metropolitana. El dominio se encuentra inscrito a Fs. 19320, N° 21022, del Registro de Propiedad del año 1997, del Conservador de Bienes Raíces de Santiago. Todo interesado en participar en la subasta como postor, deberá tener activa su Clave Única del Estado, para la eventual suscripción de la correspondiente acta de remate, y, además, deberá disponer de los elementos tecnológicos y de conexión necesaria para participar, sin perjuicio de cumplir las demás cargas y deberes que establece la ley. El precio mínimo para la subasta será la suma de UF 1.500. El precio del remate deberá pagarse al contado, debiendo consignarse esta suma en la cuenta corriente del Tribunal dentro de quinto día hábil contado desde la fecha de la subasta. Para tomar parte en la subasta, interesados deberán rendir caución del 10% del mínimo fijado para la subasta. Las formas válidas de constituir la garantía de rigor son: 1) Mediante la entrega del vale vista a la orden del Tribunal por la suma de dinero equivalente al mínimo, de acuerdo a las bases respectivas; y 2) Mediante Cupón de Pago en el Banco del Estado de Chile, correspondiente al Poder Judicial. La entrega del vale vista a la orden del Tribunal, deberá efectuarse en forma presencial ante la Sra. Secretaria del Tribunal el día hábil anterior a la fecha fijada para el remate, entre las 08:30 y las 12:30 hrs, calificándose en el acto su suficiencia o no. Los cupones de pago, deberán ser acompañados a la causa, para calificar su suficiencia, a más tardar el día hábil anterior a la subasta, hasta las 12:30 hrs, por medio de la respectiva presentación a través de la OJV. Las presentaciones que fueren efectuadas luego de la hora y fecha fijada, no serán consideradas para el remate. En ambos casos, los postores deberán indicar un correo electrónico para efectos de remitirles la invitación respectiva para participar del remate, además de un número telefónico en donde pueda ser contactado. Sólo se remitirán las invitaciones vía correo electrónico a los postores cuyas garantías hayan sido calificadas como suficientes por la Sra. Secretaria del Tribunal. Por el mero hecho de constituir la garantía de seriedad de oferta para participar de manera telemática, se entiende que el oferente ha leído y aceptado las bases de remate, así como las condiciones y obligaciones que rigen la subasta. Todo postor por el mero hecho de participar en la subasta, o rendir la garantía, declara que los montos entregados en garantía no devengarán intereses y/o reajustes de ningún tipo. La información y/o descripción de la propiedad que forman parte de las bases de remate, son referenciales, siendo responsabilidad del postor interesado, corroborar la exactitud técnica, legal y conservatoria. El día de la subasta, el Tribunal accederá a la solicitud efectuada por el postor, de manera que mediante el correo electrónico registrado, permitiendo el acceso al abogado del ejecutante y a los postores interesados, previa comprobación de sus identidades por el ministro de fe del tribunal, sin perjuicio de que en la audiencia podrá en general, que así lo requiera, dispone de los medios tecnológicos y de conexión adoptar las medidas administrativas necesarias que aseguren la transmisión simultánea, de manera que la concurrencia de ofertas no se vea inter- [1055, 599, 1273, 1367]
category-label: Judiciales [418, 144, 463, 155]
category-header-1616 [825, 128, 1044, 158]
column-4 [825, 128, 1044, 1930]
notice-text: cias tendientes a obtener el entero y cumplido pago de lo adeudado a mi representada. Apercibiendo al ejecutado para que designe domicilio dentro del Tribunal exhortante, bajo la sanción de notificarle todas las resoluciones que se dicten por el tribunal exhortante como exhortado, en virtud del artículo 50 del Código de Procedimiento Civil; sin embargo el Tribunal exhortado no podrá acoger a tramitación excepciones ni incidentes de ningún tipo, los que deberán ser presentados directamente ante el Tribunal exhortante, conforme a lo dispuesto en el artículo 460 inciso final del Código de Procedimiento Civil. El exhorto deberá contener, copia de la presente demanda y los documentos acompañados, su proveído y copia del mandamiento 7mo Otrosí: Ruego a SS. tener presente que, en mi calidad de abogada habilitada para el ejercicio de la profesión, asumiré personalmente el patrocinio de esta causa en virtud del mandato acompañado en el tercer otrosí de esta presentación, sin delegar el poder, por ahora. Santiago, 27/06/2024 A lo pral.: despáchese mandamiento de ejecución y embargo por UF. 522,1308 equivalentes al 18/03/2024 a $ 19.319.142, más intereses y costas. Al 1°, 2°, 5° y 7° otrosíes: Téngase Presente. Al 3° otrosí: por acompañados con citación; al 4to otrosí; Téngase Pte. y la personer a por acompañado, con citación. Al 6° otrosí: exhórtese cuanto UF. 522,1308 U. F., equivalentes al 18/03/2024 a $ 19.319.142, más intereses y costas.- Santiago, 27/06/2024 Mandamiento Requiérase a América Jesus Fernandez Paredes, como deudora principal y a Rosa Ester Inostroza Barra, como fiadora y codeudora con domicilio en Pasaje Cipriano Aros 643, Puerto Montt. Para que en el acto de intimación paguen a Cooperativa de Ahorro y Crédito COOPEUCH, o a quien sus derechos represente la suma 522,1308 U. F. equivalentes al 18/03/2024 a $ 19.319.142, más intereses y costas No verificando el pago en el acto de intimación, trábese embargo sobre bienes de su propiedad, en cantidad suficiente hasta completar dicha suma. Bienes que quedarán en su poder en su calidad de depositario provisional, bajo su responsabilidad legal correspondiente. Así está ordenado por resolución de fecha 27/06/2024 de junio del 2024 Santiago, 05/06/2025 Atendido el mérito de los antecedentes oficios recibidos, y lo dispuesto en el art. 54 del Código de Procedimiento Civil, se accede a la notificación por avisos, debiendo practicarse mediante tres avisos insertos y extractados por la Secretaría del Tribunal en el diario "El Mercurio" de Santiago, por tres días consecutivos, sin perjuicio del que deba practicarse en el Diario Oficial Será de única y exclusiva responsabilidad del actor informar al Tribunal el hecho de haber efectuado la notificación antedicha, debiendo dirigir una comunicación al email jcsantiago24@pjud.cl, para los efectos de que el Ministro de fe de este 24° Juzgado Civil de Santiago practique efectivamente el requerimiento de pago. Fíjase para efectuar el requerimiento de pago, el quinto día hábil después de la última publicación, a las 8.30 horas en las dependencias del tribunal ubicado en Huérfanos 1409, 10° Piso. Secretaría. [138, 161, 356, 795]
